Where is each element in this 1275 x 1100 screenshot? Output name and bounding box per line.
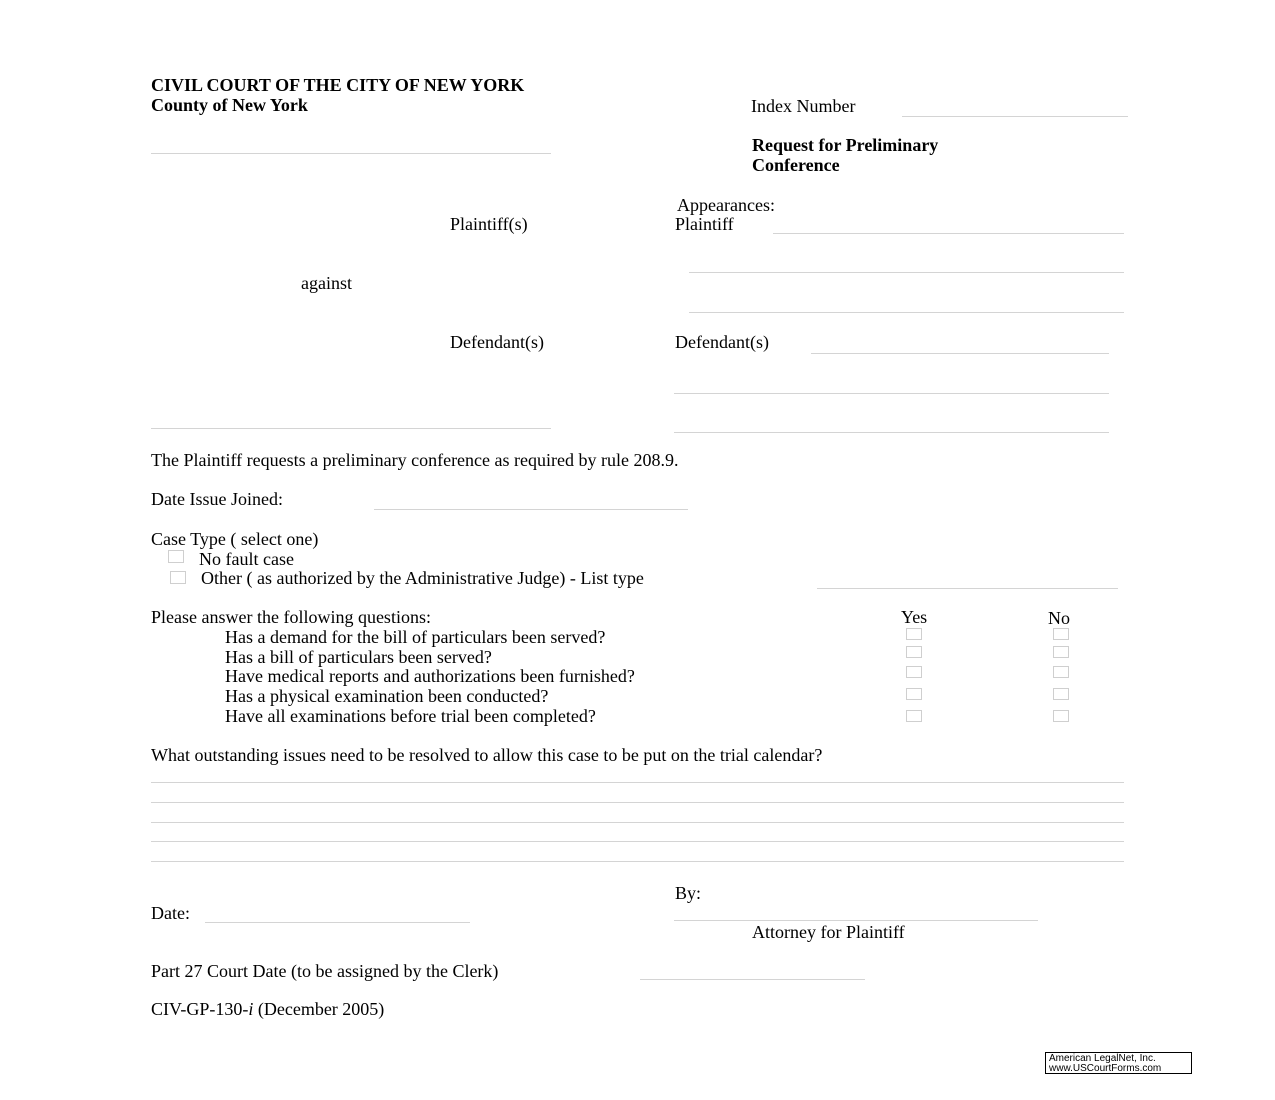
attorney-for-plaintiff-label: Attorney for Plaintiff <box>752 922 905 942</box>
form-title-line1: Request for Preliminary <box>752 135 939 155</box>
question-3-yes-checkbox[interactable] <box>906 666 922 678</box>
outstanding-issues-label: What outstanding issues need to be resolved to allow this case to be put on the trial calendar? <box>151 745 823 765</box>
defendant-appearance-input-1[interactable] <box>811 334 1113 354</box>
question-2-no-checkbox[interactable] <box>1053 646 1069 658</box>
by-label: By: <box>675 883 702 903</box>
question-1-yes-checkbox[interactable] <box>906 628 922 640</box>
court-date-label: Part 27 Court Date (to be assigned by the Clerk) <box>151 961 499 981</box>
question-3-no-checkbox[interactable] <box>1053 666 1069 678</box>
caption-top-rule <box>151 153 551 154</box>
question-5-no-checkbox[interactable] <box>1053 710 1069 722</box>
question-2: Has a bill of particulars been served? <box>225 647 492 667</box>
request-statement: The Plaintiff requests a preliminary conference as required by rule 208.9. <box>151 450 679 470</box>
defendant-appearance-input-2[interactable] <box>674 374 1113 394</box>
form-id-italic: i <box>248 999 254 1019</box>
defendant-appearance-input-3[interactable] <box>674 413 1113 433</box>
date-issue-joined-label: Date Issue Joined: <box>151 489 283 509</box>
question-1: Has a demand for the bill of particulars been served? <box>225 627 606 647</box>
against-label: against <box>301 273 352 293</box>
case-type-list-input[interactable] <box>817 569 1122 589</box>
case-type-no-fault-label: No fault case <box>199 549 294 569</box>
publisher-name: American LegalNet, Inc. <box>1049 1053 1156 1064</box>
publisher-url: www.USCourtForms.com <box>1049 1063 1162 1074</box>
case-type-other-label: Other ( as authorized by the Administrative Judge) - List type <box>201 568 644 588</box>
case-type-label: Case Type ( select one) <box>151 529 319 549</box>
question-4-yes-checkbox[interactable] <box>906 688 922 700</box>
date-issue-joined-input[interactable] <box>374 490 692 510</box>
question-3: Have medical reports and authorizations been furnished? <box>225 666 635 686</box>
question-4: Has a physical examination been conducted? <box>225 686 549 706</box>
case-type-no-fault-checkbox[interactable] <box>168 550 184 563</box>
defendants-label: Defendant(s) <box>450 332 544 352</box>
form-id-suffix: (December 2005) <box>253 999 385 1019</box>
question-1-no-checkbox[interactable] <box>1053 628 1069 640</box>
question-4-no-checkbox[interactable] <box>1053 688 1069 700</box>
question-5-yes-checkbox[interactable] <box>906 710 922 722</box>
plaintiff-appearance-input-1[interactable] <box>773 214 1128 234</box>
date-label: Date: <box>151 903 190 923</box>
outstanding-issues-textarea[interactable] <box>151 764 1128 864</box>
index-number-label: Index Number <box>751 96 856 116</box>
form-id-prefix: CIV-GP-130- <box>151 999 249 1019</box>
question-2-yes-checkbox[interactable] <box>906 646 922 658</box>
questions-intro: Please answer the following questions: <box>151 607 431 627</box>
court-name: CIVIL COURT OF THE CITY OF NEW YORK <box>151 75 525 95</box>
caption-bottom-rule <box>151 428 551 429</box>
index-number-input[interactable] <box>902 97 1132 117</box>
form-title-line2: Conference <box>752 155 840 175</box>
form-id <box>151 999 384 1019</box>
court-date-input[interactable] <box>640 960 869 980</box>
plaintiff-appearance-input-2[interactable] <box>689 253 1128 273</box>
no-column-header: No <box>1048 608 1070 628</box>
appearances-label: Appearances: <box>677 195 775 215</box>
appearance-defendant-label: Defendant(s) <box>675 332 769 352</box>
yes-column-header: Yes <box>901 607 928 627</box>
signature-input[interactable] <box>674 901 1042 921</box>
plaintiff-appearance-input-3[interactable] <box>689 293 1128 313</box>
date-input[interactable] <box>205 903 474 923</box>
appearance-plaintiff-label: Plaintiff <box>675 214 734 234</box>
publisher-stamp <box>1045 1052 1192 1074</box>
case-type-other-checkbox[interactable] <box>170 571 186 584</box>
plaintiffs-label: Plaintiff(s) <box>450 214 528 234</box>
question-5: Have all examinations before trial been completed? <box>225 706 596 726</box>
county-name: County of New York <box>151 95 308 115</box>
